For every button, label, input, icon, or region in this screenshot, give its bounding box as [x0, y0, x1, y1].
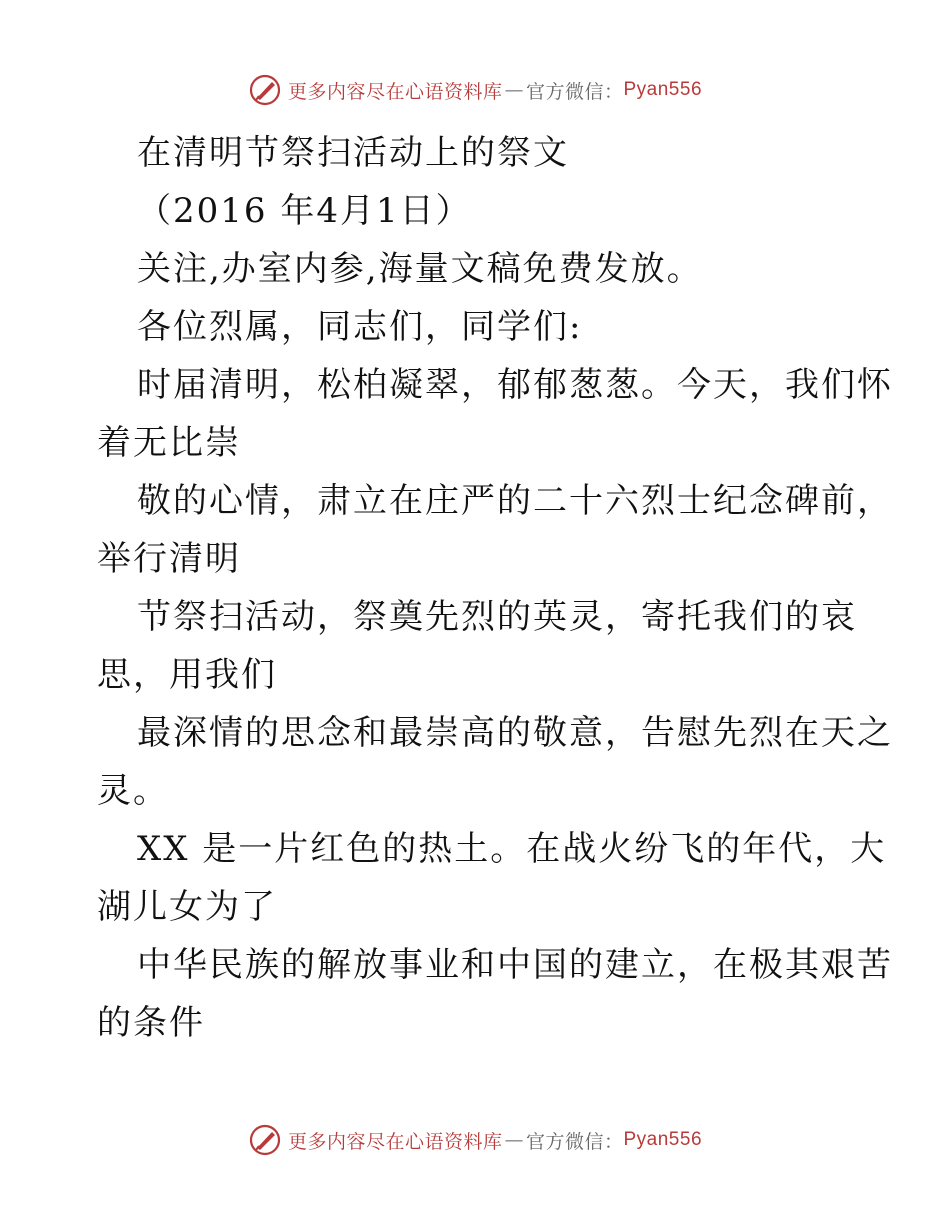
paragraph-line: 的条件 [97, 1003, 205, 1043]
banner-wechat-label: 官方微信： [525, 80, 624, 103]
quill-pen-circle-icon [248, 1123, 282, 1157]
document-date: （2016 年4月1日） [137, 191, 472, 231]
paragraph-line: 灵。 [97, 771, 169, 811]
banner-separator: — [504, 1129, 524, 1151]
paragraph-line: 节祭扫活动，祭奠先烈的英灵，寄托我们的哀 [137, 597, 857, 637]
banner-brand-text: 更多内容尽在心语资料库 [287, 80, 503, 103]
banner-wechat-id: Pyan556 [623, 1129, 703, 1150]
document-note: 关注,办室内参,海量文稿免费发放。 [137, 249, 703, 289]
paragraph-line: 湖儿女为了 [97, 887, 277, 927]
document-salutation: 各位烈属，同志们，同学们: [137, 307, 583, 347]
banner-separator: — [504, 79, 524, 101]
paragraph-line: 思，用我们 [97, 655, 277, 695]
paragraph-line: XX 是一片红色的热土。在战火纷飞的年代，大 [137, 829, 887, 869]
paragraph-line: 时届清明，松柏凝翠，郁郁葱葱。今天，我们怀 [137, 365, 893, 405]
paragraph-line: 中华民族的解放事业和中国的建立，在极其艰苦 [137, 945, 893, 985]
banner-wechat-id: Pyan556 [623, 79, 703, 100]
paragraph-line: 着无比崇 [97, 423, 241, 463]
quill-pen-circle-icon [248, 73, 282, 107]
header-banner [0, 70, 950, 110]
banner-brand-text: 更多内容尽在心语资料库 [287, 1130, 503, 1153]
document-body [97, 124, 893, 1052]
paragraph-line: 敬的心情，肃立在庄严的二十六烈士纪念碑前， [137, 481, 893, 521]
paragraph-line: 举行清明 [97, 539, 241, 579]
paragraph-line: 最深情的思念和最崇高的敬意，告慰先烈在天之 [137, 713, 893, 753]
document-title: 在清明节祭扫活动上的祭文 [137, 133, 569, 173]
footer-banner [0, 1120, 950, 1160]
banner-wechat-label: 官方微信： [525, 1130, 624, 1153]
